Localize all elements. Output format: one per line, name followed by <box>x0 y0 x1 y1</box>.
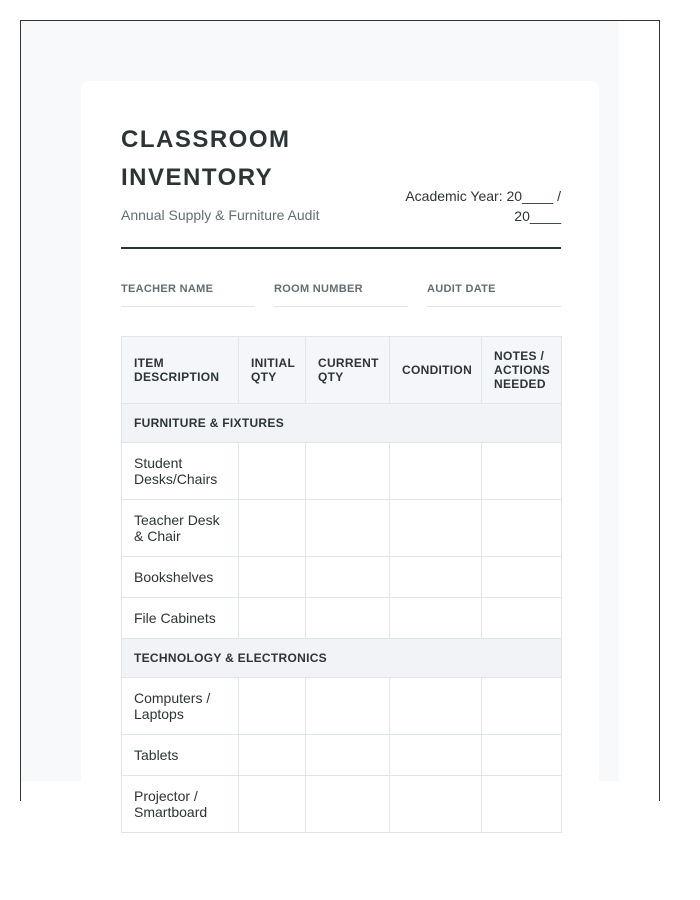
condition-cell[interactable] <box>390 598 482 639</box>
item-name: Student Desks/Chairs <box>122 443 239 500</box>
initial-qty-cell[interactable] <box>239 776 306 833</box>
table-row <box>122 557 562 598</box>
table-header-row <box>122 337 562 404</box>
notes-cell[interactable] <box>482 500 562 557</box>
item-name: Computers / Laptops <box>122 678 239 735</box>
document-header <box>121 121 561 249</box>
initial-qty-cell[interactable] <box>239 557 306 598</box>
info-fields <box>121 283 561 307</box>
document-title: CLASSROOM INVENTORY <box>121 126 291 191</box>
table-row <box>122 598 562 639</box>
initial-qty-cell[interactable] <box>239 678 306 735</box>
academic-year: Academic Year: 20____ / 20____ <box>405 188 561 224</box>
condition-cell[interactable] <box>390 443 482 500</box>
current-qty-cell[interactable] <box>306 678 390 735</box>
table-row <box>122 500 562 557</box>
initial-qty-cell[interactable] <box>239 500 306 557</box>
condition-cell[interactable] <box>390 735 482 776</box>
condition-cell[interactable] <box>390 557 482 598</box>
notes-cell[interactable] <box>482 598 562 639</box>
condition-cell[interactable] <box>390 678 482 735</box>
notes-cell[interactable] <box>482 443 562 500</box>
current-qty-cell[interactable] <box>306 598 390 639</box>
table-row <box>122 678 562 735</box>
notes-cell[interactable] <box>482 557 562 598</box>
item-name: File Cabinets <box>122 598 239 639</box>
document-subtitle: Annual Supply & Furniture Audit <box>121 207 320 223</box>
teacher-name-field[interactable]: TEACHER NAME <box>121 283 255 307</box>
condition-cell[interactable] <box>390 500 482 557</box>
current-qty-cell[interactable] <box>306 776 390 833</box>
document-card <box>81 81 599 821</box>
section-label: TECHNOLOGY & ELECTRONICS <box>122 639 562 678</box>
header-notes: NOTES / ACTIONS NEEDED <box>482 337 562 404</box>
current-qty-cell[interactable] <box>306 557 390 598</box>
notes-cell[interactable] <box>482 776 562 833</box>
section-label: FURNITURE & FIXTURES <box>122 404 562 443</box>
header-initial-qty: INITIAL QTY <box>239 337 306 404</box>
viewport-clip <box>20 20 660 820</box>
table-row <box>122 776 562 833</box>
notes-cell[interactable] <box>482 735 562 776</box>
header-condition: CONDITION <box>390 337 482 404</box>
initial-qty-cell[interactable] <box>239 443 306 500</box>
viewport <box>20 20 660 820</box>
initial-qty-cell[interactable] <box>239 598 306 639</box>
condition-cell[interactable] <box>390 776 482 833</box>
item-name: Projector / Smartboard <box>122 776 239 833</box>
current-qty-cell[interactable] <box>306 443 390 500</box>
item-name: Teacher Desk & Chair <box>122 500 239 557</box>
item-name: Bookshelves <box>122 557 239 598</box>
initial-qty-cell[interactable] <box>239 735 306 776</box>
header-current-qty: CURRENT QTY <box>306 337 390 404</box>
table-row <box>122 443 562 500</box>
section-row <box>122 404 562 443</box>
notes-cell[interactable] <box>482 678 562 735</box>
room-number-field[interactable]: ROOM NUMBER <box>274 283 408 307</box>
audit-date-field[interactable]: AUDIT DATE <box>427 283 561 307</box>
inventory-table <box>121 336 562 833</box>
section-row <box>122 639 562 678</box>
item-name: Tablets <box>122 735 239 776</box>
current-qty-cell[interactable] <box>306 500 390 557</box>
header-item-description: ITEM DESCRIPTION <box>122 337 239 404</box>
current-qty-cell[interactable] <box>306 735 390 776</box>
table-row <box>122 735 562 776</box>
